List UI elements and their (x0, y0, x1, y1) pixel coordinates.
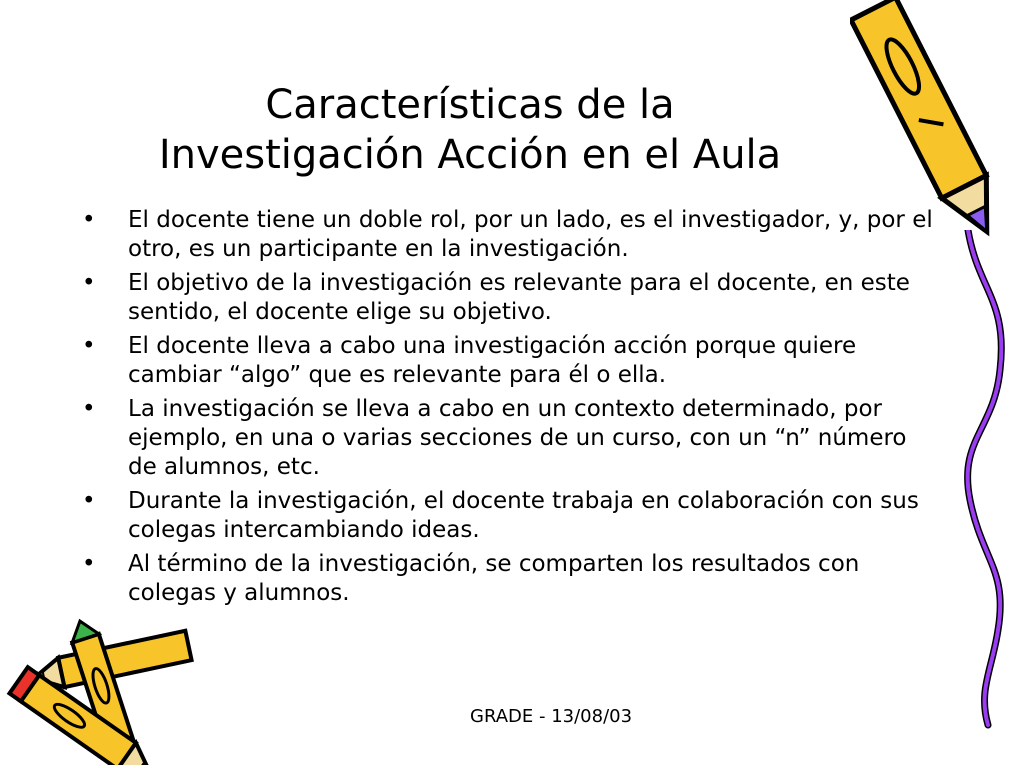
bullet-item (82, 487, 942, 545)
slide-title (60, 80, 880, 180)
bullet-marker: • (82, 551, 96, 577)
squiggle-line-icon (948, 230, 1024, 730)
bullet-text: Al término de la investigación, se comparten los resultados con colegas y alumnos. (128, 551, 860, 606)
pencil-icon (850, 0, 1010, 250)
bullet-marker: • (82, 207, 96, 233)
bullet-list (82, 206, 942, 613)
bullet-text: Durante la investigación, el docente trabaja en colaboración con sus colegas intercambiando ideas. (128, 488, 919, 543)
bullet-marker: • (82, 333, 96, 359)
bullet-item (82, 269, 942, 327)
bullet-marker: • (82, 270, 96, 296)
bullet-item (82, 550, 942, 608)
bullet-item (82, 206, 942, 264)
bullet-text: El docente tiene un doble rol, por un lado, es el investigador, y, por el otro, es un participante en la investigación. (128, 207, 933, 262)
bullet-text: La investigación se lleva a cabo en un contexto determinado, por ejemplo, en una o varias secciones de un curso, con un “n” número de alumnos, etc. (128, 396, 907, 480)
footer-text: GRADE - 13/08/03 (470, 706, 633, 727)
bullet-marker: • (82, 488, 96, 514)
bullet-text: El docente lleva a cabo una investigación acción porque quiere cambiar “algo” que es relevante para él o ella. (128, 333, 857, 388)
pencils-icon (0, 615, 210, 765)
bullet-marker: • (82, 396, 96, 422)
bullet-item (82, 332, 942, 390)
bullet-text: El objetivo de la investigación es relevante para el docente, en este sentido, el docente elige su objetivo. (128, 270, 910, 325)
title-line-2: Investigación Acción en el Aula (158, 132, 782, 178)
bullet-item (82, 395, 942, 482)
title-line-1: Características de la (265, 82, 675, 128)
